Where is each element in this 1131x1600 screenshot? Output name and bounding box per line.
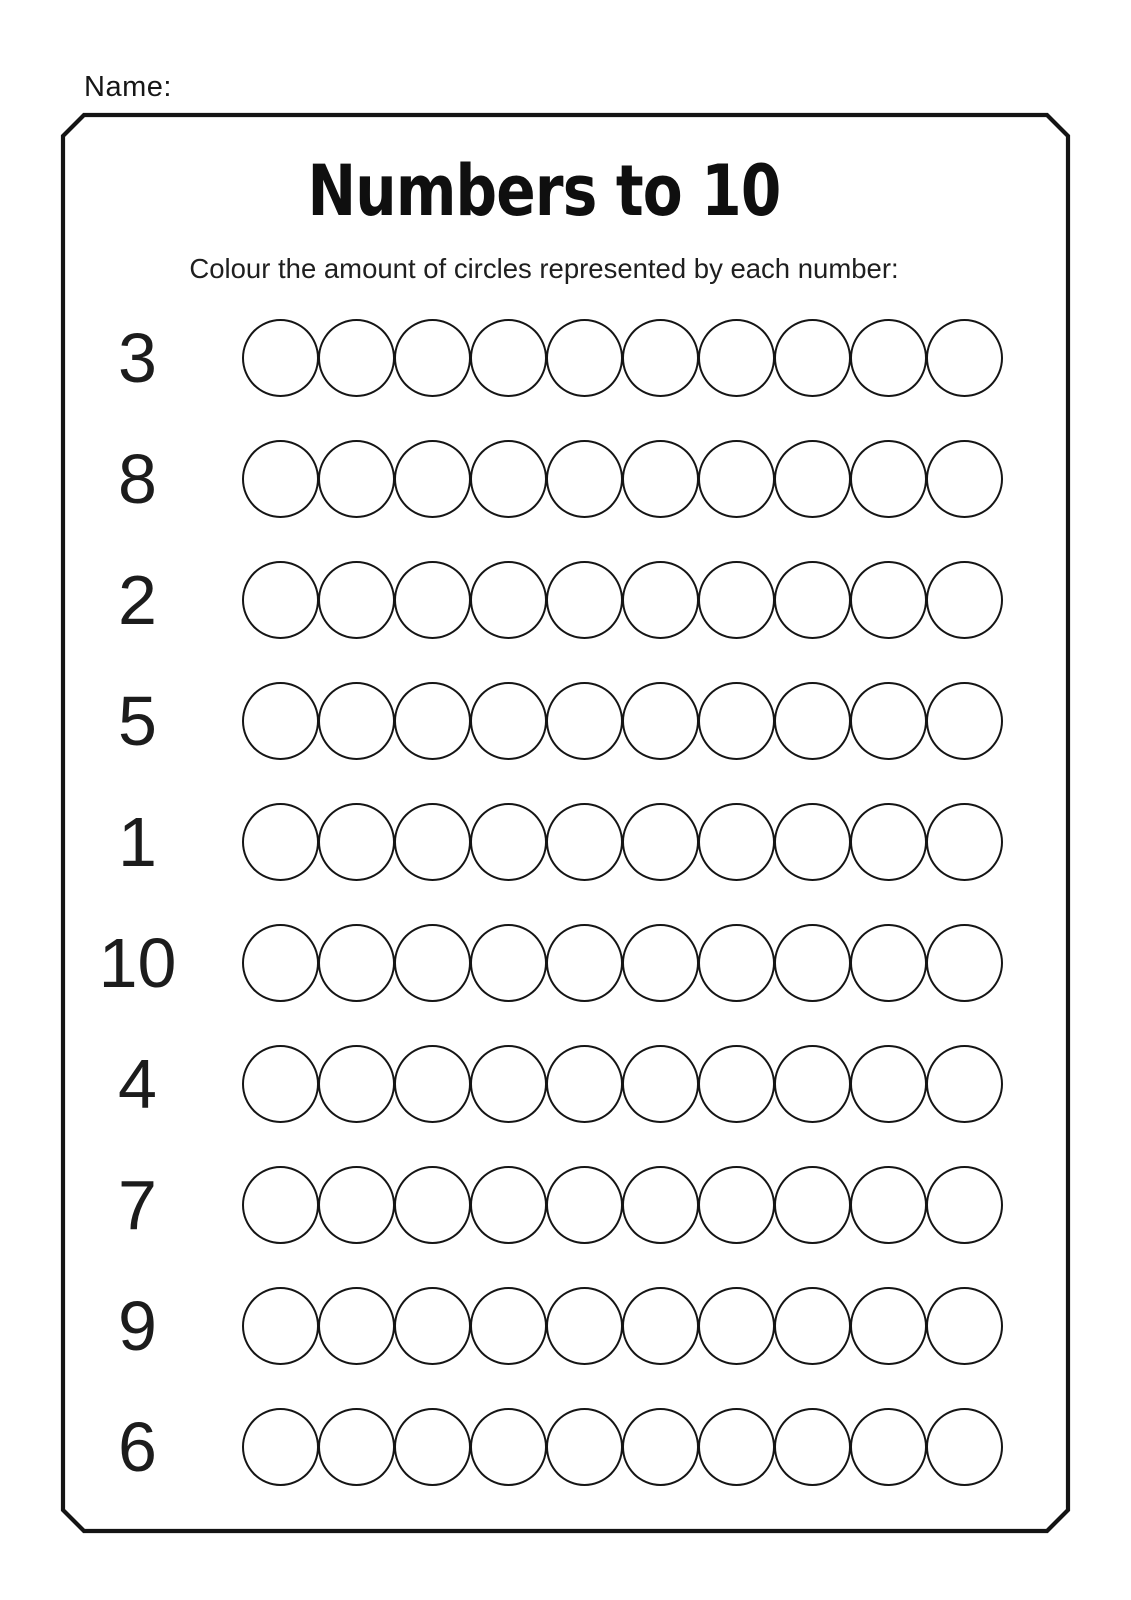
colour-circle[interactable] — [622, 440, 699, 518]
colour-circle[interactable] — [926, 1287, 1003, 1365]
colour-circle[interactable] — [698, 561, 775, 639]
row-number: 4 — [118, 1044, 157, 1123]
colour-circle[interactable] — [850, 1287, 927, 1365]
worksheet-row — [61, 561, 1071, 640]
worksheet-title: Numbers to 10 — [307, 150, 781, 232]
colour-circle[interactable] — [546, 1045, 623, 1123]
colour-circle[interactable] — [546, 561, 623, 639]
colour-circle[interactable] — [394, 561, 471, 639]
colour-circle[interactable] — [470, 1408, 547, 1486]
colour-circle[interactable] — [622, 1045, 699, 1123]
colour-circle[interactable] — [318, 1045, 395, 1123]
row-circles — [242, 1287, 1002, 1365]
colour-circle[interactable] — [394, 1408, 471, 1486]
colour-circle[interactable] — [546, 440, 623, 518]
colour-circle[interactable] — [546, 924, 623, 1002]
colour-circle[interactable] — [546, 1166, 623, 1244]
colour-circle[interactable] — [926, 1166, 1003, 1244]
colour-circle[interactable] — [698, 1045, 775, 1123]
row-number: 5 — [118, 681, 157, 760]
colour-circle[interactable] — [926, 440, 1003, 518]
colour-circle[interactable] — [242, 1408, 319, 1486]
colour-circle[interactable] — [774, 1045, 851, 1123]
worksheet-row — [61, 1408, 1071, 1487]
colour-circle[interactable] — [698, 803, 775, 881]
row-circles — [242, 1408, 1002, 1486]
colour-circle[interactable] — [622, 319, 699, 397]
colour-circle[interactable] — [850, 682, 927, 760]
colour-circle[interactable] — [850, 1045, 927, 1123]
row-circles — [242, 1045, 1002, 1123]
colour-circle[interactable] — [394, 682, 471, 760]
row-number: 3 — [118, 318, 157, 397]
colour-circle[interactable] — [318, 561, 395, 639]
colour-circle[interactable] — [926, 803, 1003, 881]
colour-circle[interactable] — [774, 682, 851, 760]
colour-circle[interactable] — [546, 803, 623, 881]
colour-circle[interactable] — [318, 1287, 395, 1365]
row-circles — [242, 440, 1002, 518]
colour-circle[interactable] — [698, 440, 775, 518]
colour-circle[interactable] — [774, 440, 851, 518]
colour-circle[interactable] — [470, 1287, 547, 1365]
colour-circle[interactable] — [622, 561, 699, 639]
row-number: 7 — [118, 1165, 157, 1244]
worksheet-row — [61, 319, 1071, 398]
colour-circle[interactable] — [926, 1045, 1003, 1123]
colour-circle[interactable] — [394, 924, 471, 1002]
colour-circle[interactable] — [850, 1408, 927, 1486]
worksheet-row — [61, 682, 1071, 761]
colour-circle[interactable] — [394, 1045, 471, 1123]
row-number: 10 — [98, 923, 177, 1002]
colour-circle[interactable] — [926, 561, 1003, 639]
row-circles — [242, 682, 1002, 760]
colour-circle[interactable] — [926, 682, 1003, 760]
colour-circle[interactable] — [698, 319, 775, 397]
colour-circle[interactable] — [698, 1287, 775, 1365]
colour-circle[interactable] — [318, 319, 395, 397]
name-label: Name: — [84, 71, 172, 103]
colour-circle[interactable] — [850, 803, 927, 881]
colour-circle[interactable] — [318, 924, 395, 1002]
colour-circle[interactable] — [394, 803, 471, 881]
colour-circle[interactable] — [242, 803, 319, 881]
colour-circle[interactable] — [850, 1166, 927, 1244]
colour-circle[interactable] — [394, 1166, 471, 1244]
row-circles — [242, 803, 1002, 881]
colour-circle[interactable] — [318, 1408, 395, 1486]
row-number: 8 — [118, 439, 157, 518]
row-number: 6 — [118, 1407, 157, 1486]
colour-circle[interactable] — [926, 924, 1003, 1002]
colour-circle[interactable] — [622, 1166, 699, 1244]
row-circles — [242, 319, 1002, 397]
colour-circle[interactable] — [622, 1408, 699, 1486]
colour-circle[interactable] — [470, 1045, 547, 1123]
colour-circle[interactable] — [242, 1166, 319, 1244]
colour-circle[interactable] — [698, 924, 775, 1002]
colour-circle[interactable] — [394, 440, 471, 518]
colour-circle[interactable] — [698, 1166, 775, 1244]
colour-circle[interactable] — [926, 1408, 1003, 1486]
colour-circle[interactable] — [318, 803, 395, 881]
worksheet-row — [61, 803, 1071, 882]
colour-circle[interactable] — [242, 924, 319, 1002]
colour-circle[interactable] — [394, 319, 471, 397]
colour-circle[interactable] — [318, 1166, 395, 1244]
colour-circle[interactable] — [774, 1408, 851, 1486]
worksheet-row — [61, 924, 1071, 1003]
colour-circle[interactable] — [546, 1408, 623, 1486]
worksheet-row — [61, 1287, 1071, 1366]
colour-circle[interactable] — [622, 803, 699, 881]
colour-circle[interactable] — [470, 319, 547, 397]
colour-circle[interactable] — [850, 440, 927, 518]
colour-circle[interactable] — [622, 1287, 699, 1365]
row-circles — [242, 1166, 1002, 1244]
colour-circle[interactable] — [470, 924, 547, 1002]
colour-circle[interactable] — [774, 1287, 851, 1365]
worksheet-row — [61, 1166, 1071, 1245]
worksheet-instruction: Colour the amount of circles represented by each number: — [189, 253, 899, 284]
colour-circle[interactable] — [470, 803, 547, 881]
colour-circle[interactable] — [622, 682, 699, 760]
colour-circle[interactable] — [774, 561, 851, 639]
colour-circle[interactable] — [242, 561, 319, 639]
row-circles — [242, 924, 1002, 1002]
colour-circle[interactable] — [546, 682, 623, 760]
worksheet-row — [61, 440, 1071, 519]
row-number: 9 — [118, 1286, 157, 1365]
worksheet-row — [61, 1045, 1071, 1124]
colour-circle[interactable] — [774, 1166, 851, 1244]
colour-circle[interactable] — [698, 682, 775, 760]
row-number: 1 — [118, 802, 157, 881]
colour-circle[interactable] — [318, 682, 395, 760]
colour-circle[interactable] — [242, 319, 319, 397]
colour-circle[interactable] — [242, 682, 319, 760]
colour-circle[interactable] — [470, 682, 547, 760]
colour-circle[interactable] — [774, 803, 851, 881]
colour-circle[interactable] — [546, 319, 623, 397]
colour-circle[interactable] — [242, 1045, 319, 1123]
colour-circle[interactable] — [318, 440, 395, 518]
colour-circle[interactable] — [546, 1287, 623, 1365]
colour-circle[interactable] — [470, 561, 547, 639]
row-number: 2 — [118, 560, 157, 639]
colour-circle[interactable] — [926, 319, 1003, 397]
colour-circle[interactable] — [774, 319, 851, 397]
colour-circle[interactable] — [622, 924, 699, 1002]
colour-circle[interactable] — [850, 561, 927, 639]
colour-circle[interactable] — [470, 1166, 547, 1244]
colour-circle[interactable] — [774, 924, 851, 1002]
colour-circle[interactable] — [470, 440, 547, 518]
colour-circle[interactable] — [850, 924, 927, 1002]
colour-circle[interactable] — [698, 1408, 775, 1486]
row-circles — [242, 561, 1002, 639]
colour-circle[interactable] — [394, 1287, 471, 1365]
colour-circle[interactable] — [242, 440, 319, 518]
colour-circle[interactable] — [850, 319, 927, 397]
colour-circle[interactable] — [242, 1287, 319, 1365]
